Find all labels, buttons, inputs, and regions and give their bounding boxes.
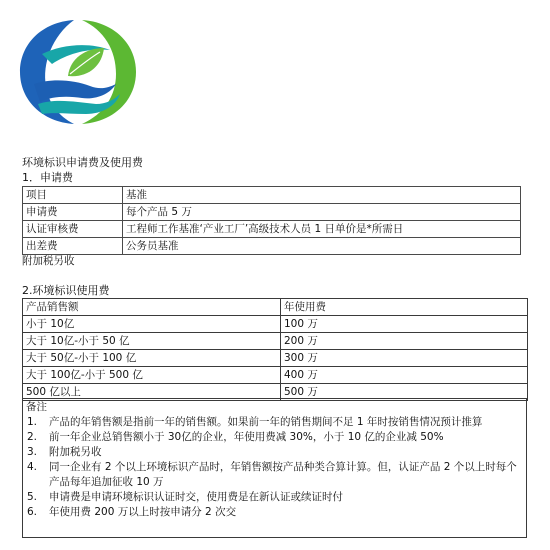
list-item-text: 产品的年销售额是指前一年的销售额。如果前一年的销售期间不足 1 年时按销售情况预计推算 <box>49 416 483 428</box>
list-item-text: 申请费是申请环境标识认证时交，使用费是在新认证或续证时付 <box>49 491 343 503</box>
table-cell: 申请费 <box>23 204 123 221</box>
list-item-number: 2. <box>27 431 38 443</box>
table-header-row <box>23 299 528 316</box>
table-cell: 500 万 <box>281 384 528 401</box>
table-cell: 400 万 <box>281 367 528 384</box>
surcharge-note: 附加税另收 <box>22 255 75 267</box>
list-item <box>23 415 523 430</box>
table-row <box>23 238 521 255</box>
list-item-number: 4. <box>27 461 38 473</box>
notes-list <box>23 415 523 520</box>
table-row <box>23 221 521 238</box>
table-cell: 100 万 <box>281 316 528 333</box>
table-cell: 工程师工作基准‘产业工厂’高级技术人员 1 日单价是*所需日 <box>123 221 521 238</box>
column-header: 基准 <box>123 187 521 204</box>
application-fee-table <box>22 186 521 255</box>
column-header: 产品销售额 <box>23 299 281 316</box>
table-cell: 500 亿以上 <box>23 384 281 401</box>
list-item-number: 1. <box>27 416 38 428</box>
list-item-text: 年使用费 200 万以上时按申请分 2 次交 <box>49 506 237 518</box>
notes-box <box>22 398 527 538</box>
notes-heading: 备注 <box>26 401 47 413</box>
table-header-row <box>23 187 521 204</box>
table-cell: 大于 100亿-小于 500 亿 <box>23 367 281 384</box>
list-item-number: 3. <box>27 446 38 458</box>
table-cell: 认证审核费 <box>23 221 123 238</box>
table-row <box>23 333 528 350</box>
list-item <box>23 505 523 520</box>
table-row <box>23 316 528 333</box>
list-item-number: 5. <box>27 491 38 503</box>
table-cell: 大于 10亿-小于 50 亿 <box>23 333 281 350</box>
list-item <box>23 490 523 505</box>
list-item <box>23 460 523 490</box>
list-item <box>23 430 523 445</box>
list-item-text: 同一企业有 2 个以上环境标识产品时，年销售额按产品种类合算计算。但，认证产品 2 个以上时每个产品每年追加征收 10 万 <box>49 461 517 488</box>
table-cell: 300 万 <box>281 350 528 367</box>
table-row <box>23 367 528 384</box>
section2-heading: 2.环境标识使用费 <box>22 284 110 297</box>
table-cell: 大于 50亿-小于 100 亿 <box>23 350 281 367</box>
column-header: 项目 <box>23 187 123 204</box>
page-title: 环境标识申请费及使用费 <box>22 156 143 169</box>
list-item-text: 前一年企业总销售额小于 30亿的企业，年使用费减 30%，小于 10 亿的企业减 50% <box>49 431 444 443</box>
table-row <box>23 350 528 367</box>
table-cell: 公务员基准 <box>123 238 521 255</box>
table-row <box>23 204 521 221</box>
table-cell: 200 万 <box>281 333 528 350</box>
usage-fee-table <box>22 298 528 401</box>
list-item-text: 附加税另收 <box>49 446 102 458</box>
section1-heading: 1．申请费 <box>22 171 73 184</box>
table-cell: 出差费 <box>23 238 123 255</box>
table-cell: 小于 10亿 <box>23 316 281 333</box>
column-header: 年使用费 <box>281 299 528 316</box>
list-item <box>23 445 523 460</box>
environment-hands-leaf-logo <box>12 14 144 130</box>
list-item-number: 6. <box>27 506 38 518</box>
table-cell: 每个产品 5 万 <box>123 204 521 221</box>
